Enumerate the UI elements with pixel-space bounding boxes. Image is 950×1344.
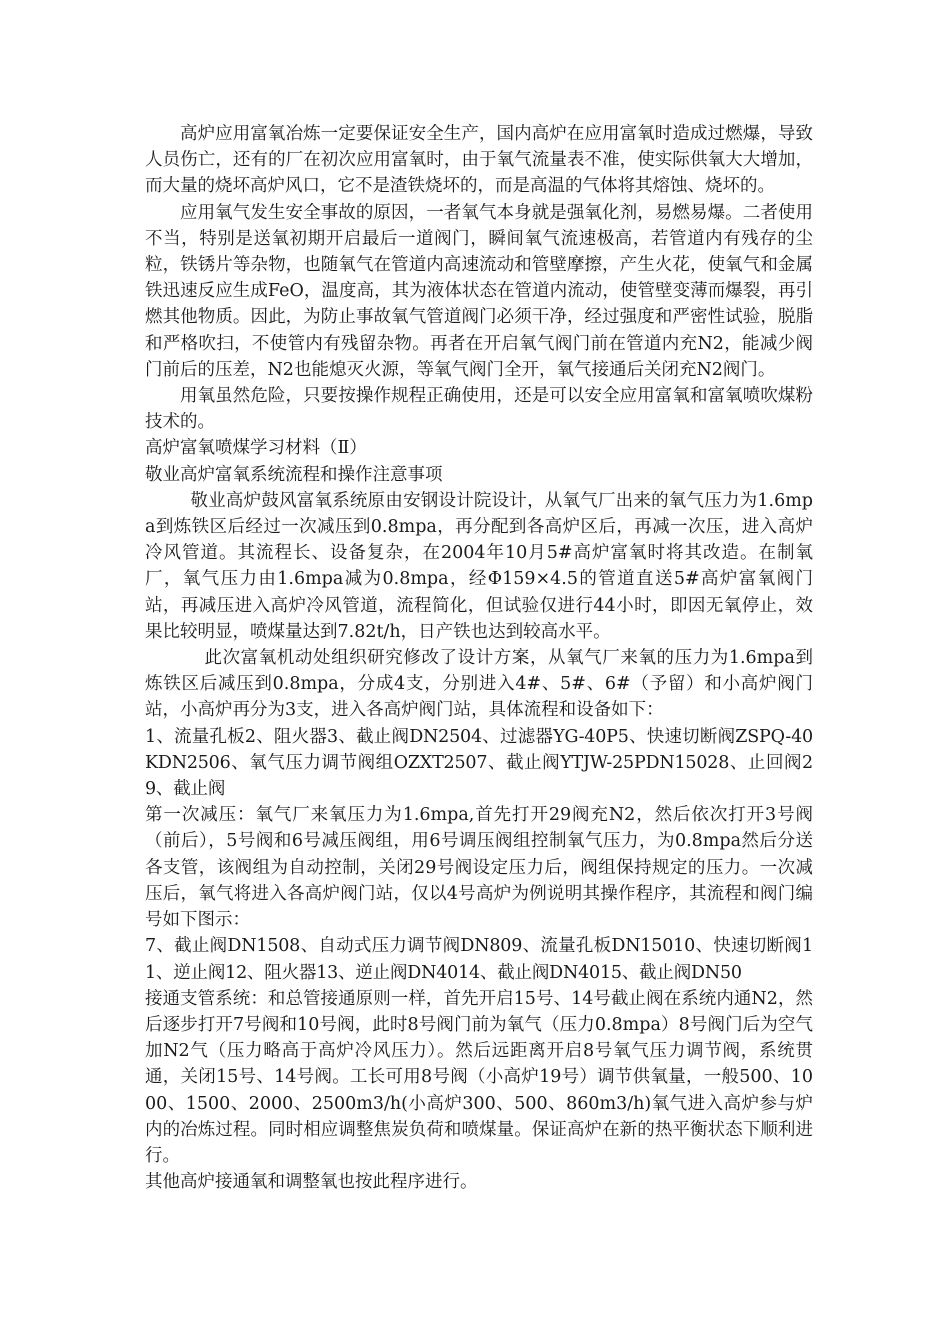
paragraph-other-furnaces: 其他高炉接通氧和调整氧也按此程序进行。 [145, 1172, 478, 1193]
equipment-list-branch: 7、截止阀DN1508、自动式压力调节阀DN809、流量孔板DN15010、快速切断阀11、逆止阀12、阻火器13、逆止阀DN4014、截止阀DN4015、截止阀DN50 [145, 936, 813, 983]
paragraph-safety-intro: 高炉应用富氧冶炼一定要保证安全生产，国内高炉在应用富氧时造成过燃爆，导致人员伤亡，还有的厂在初次应用富氧时，由于氧气流量表不准，使实际供氧大大增加，而大量的烧坏高炉风口，它不是渣铁烧坏的，而是高温的气体将其熔蚀、烧坏的。 [145, 124, 813, 197]
paragraph-design-revision: 此次富氧机动处组织研究修改了设计方案，从氧气厂来氧的压力为1.6mpa到炼铁区后减压到0.8mpa，分成4支，分别进入4#、5#、6#（予留）和小高炉阀门站，小高炉再分为3支，进入各高炉阀门站，具体流程和设备如下： [145, 648, 813, 721]
paragraph-system-history: 敬业高炉鼓风富氧系统原由安钢设计院设计，从氧气厂出来的氧气压力为1.6mpa到炼铁区后经过一次减压到0.8mpa，再分配到各高炉区后，再减一次压，进入高炉冷风管道。其流程长、设备复杂，在2004年10月5#高炉富氧时将其改造。在制氧厂，氧气压力由1.6mpa减为0.8mpa，经Φ159×4.5的管道直送5#高炉富氧阀门站，再减压进入高炉冷风管道，流程简化，但试验仅进行44小时，即因无氧停止，效果比较明显，喷煤量达到7.82t/h，日产铁也达到较高水平。 [145, 490, 813, 642]
section-heading-process: 敬业高炉富氧系统流程和操作注意事项 [145, 464, 443, 485]
document-body [145, 121, 813, 1195]
equipment-list-main: 1、流量孔板2、阻火器3、截止阀DN2504、过滤器YG-40P5、快速切断阀ZSPQ-40KDN2506、氧气压力调节阀组OZXT2507、截止阀YTJW-25PDN15028、止回阀29、截止阀 [145, 726, 813, 800]
paragraph-branch-connection: 接通支管系统：和总管接通原则一样，首先开启15号、14号截止阀在系统内通N2，然后逐步打开7号阀和10号阀，此时8号阀门前为氧气（压力0.8mpa）8号阀门后为空气加N2气（压力略高于高炉冷风压力）。然后远距离开启8号氧气压力调节阀，系统贯通，关闭15号、14号阀。工长可用8号阀（小高炉19号）调节供氧量，一般500、1000、1500、2000、2500m3/h(小高炉300、500、860m3/h)氧气进入高炉参与炉内的冶炼过程。同时相应调整焦炭负荷和喷煤量。保证高炉在新的热平衡状态下顺利进行。 [145, 988, 813, 1166]
section-heading-material: 高炉富氧喷煤学习材料（Ⅱ） [145, 438, 367, 459]
paragraph-safe-usage: 用氧虽然危险，只要按操作规程正确使用，还是可以安全应用富氧和富氧喷吹煤粉技术的。 [145, 386, 813, 433]
paragraph-first-reduction: 第一次减压：氧气厂来氧压力为1.6mpa,首先打开29阀充N2，然后依次打开3号阀（前后），5号阀和6号减压阀组，用6号调压阀组控制氧气压力，为0.8mpa然后分送各支管，该阀组为自动控制，关闭29号阀设定压力后，阀组保持规定的压力。一次减压后，氧气将进入各高炉阀门站，仅以4号高炉为例说明其操作程序，其流程和阀门编号如下图示： [145, 805, 813, 931]
paragraph-accident-causes: 应用氧气发生安全事故的原因，一者氧气本身就是强氧化剂，易燃易爆。二者使用不当，特别是送氧初期开启最后一道阀门，瞬间氧气流速极高，若管道内有残存的尘粒，铁锈片等杂物，也随氧气在管道内高速流动和管壁摩擦，产生火花，使氧气和金属铁迅速反应生成FeO，温度高，其为液体状态在管道内流动，使管壁变薄而爆裂，再引燃其他物质。因此，为防止事故氧气管道阀门必须干净，经过强度和严密性试验，脱脂和严格吹扫，不使管内有残留杂物。再者在开启氧气阀门前在管道内充N2，能减少阀门前后的压差，N2也能熄灭火源，等氧气阀门全开，氧气接通后关闭充N2阀门。 [145, 202, 813, 380]
